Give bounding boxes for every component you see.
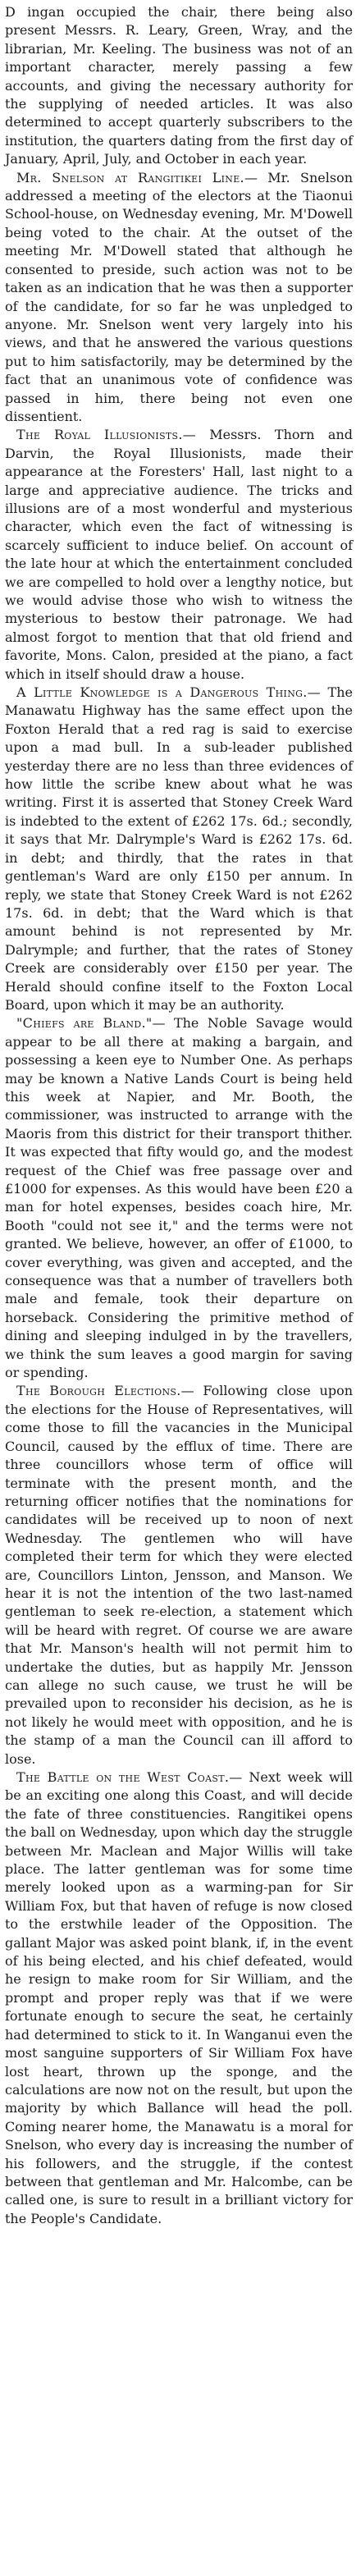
article-little-knowledge (5, 684, 353, 1014)
article-heading: The Battle on the West Coast. (16, 1769, 230, 1785)
article-royal-illusionists (5, 426, 353, 684)
article-chiefs-are-bland (5, 1014, 353, 1382)
article-body: — Following close upon the elections for the House of Representatives, will come those to fill the vacancies in the Municipal Council, caused by the efflux of time. There are three councillors whose term of office will terminate with the present month, and the returning officer notifies that the nominations for candidates will be received up to noon of next Wednesday. The gentlemen who will have completed their term for which they were elected are, Councillors Linton, Jensson, and Manson. We hear it is not the intention of the two last-named gentleman to seek re-election, a statement which will be heard with regret. Of course we are aware that Mr. Manson's health will not permit him to undertake the duties, but as happily Mr. Jensson can allege no such cause, we trust he will be prevailed upon to reconsider his decision, as he is not likely he would meet with opposition, and he is the stamp of a man the Council can ill afford to lose. (5, 1383, 354, 1767)
article-west-coast-battle (5, 1768, 353, 2228)
article-body: — Next week will be an exciting one along this Coast, and will decide the fate of three constituencies. Rangitikei opens the ball on Wednesday, upon which day the struggle between Mr. Maclean and Major Willis will take place. The latter gentleman was for some time merely looked upon as a warming-pan for Sir William Fox, but that haven of refuge is now closed to the erstwhile leader of the Opposition. The gallant Major was asked point blank, if, in the event of his being elected, and his chief defeated, would he resign to make room for Sir William, and the prompt and proper reply was that if we were fortunate enough to secure the seat, he certainly had determined to stick to it. In Wanganui even the most sanguine supporters of Sir William Fox have lost heart, thrown up the sponge, and the calculations are now not on the result, but upon the majority by which Ballance will head the poll. Coming nearer home, the Manawatu is a moral for Snelson, who every day is increasing the number of his followers, and the struggle, if the contest between that gentleman and Mr. Halcombe, can be called one, is sure to result in a brilliant victory for the People's Candidate. (5, 1769, 353, 2226)
article-body: — Mr. Snelson addressed a meeting of the electors at the Tiaonui School-house, on Wednesday evening, Mr. M'Dowell being voted to the chair. At the outset of the meeting Mr. M'Dowell stated that although he consented to preside, such action was not to be taken as an indication that he was then a supporter of the candidate, for so far he was unpledged to anyone. Mr. Snelson went very largely into his views, and that he answered the various questions put to him satisfactorily, may be determined by the fact that an unanimous vote of confidence was passed in him, there being not even one dissentient. (5, 169, 353, 424)
article-heading: The Borough Elections. (16, 1383, 181, 1399)
article-snelson (5, 169, 353, 427)
article-heading: Mr. Snelson at Rangitikei Line. (16, 169, 244, 185)
article-heading: A Little Knowledge is a Dangerous Thing. (16, 684, 308, 701)
article-body: — The Noble Savage would appear to be all there at making a bargain, and possessing a keen eye to Number One. As perhaps may be known a Native Lands Court is being held this week at Napier, and Mr. Booth, the commissioner, was instructed to arrange with the Maoris from this district for their transport thither. It was expected that fifty would go, and the modest request of the Chief was free passage over and £1000 for expenses. As this would have been £20 a man for hotel expenses, besides coach hire, Mr. Booth "could not see it," and the terms were not granted. We believe, however, an offer of £1000, to cover everything, was given and accepted, and the consequence was that a number of travellers both male and female, took their departure on horseback. Considering the primitive method of dining and sleeping indulged in by the travellers, we think the sum leaves a good margin for saving or spending. (5, 1015, 353, 1381)
article-body: — The Manawatu Highway has the same effect upon the Foxton Herald that a red rag is said to exercise upon a mad bull. In a sub-leader published yesterday there are no less than three evidences of how little the scribe knew about what he was writing. First it is asserted that Stoney Creek Ward is indebted to the extent of £262 17s. 6d.; secondly, it says that Mr. Dalrymple's Ward is £262 17s. 6d. in debt; and thirdly, that the rates in that gentleman's Ward are only £150 per annum. In reply, we state that Stoney Creek Ward is not £262 17s. 6d. in debt; that the Ward which is that amount behind is not represented by Mr. Dalrymple; and further, that the rates of Stoney Creek are considerably over £150 per year. The Herald should confine itself to the Foxton Local Board, upon which it may be an authority. (5, 684, 353, 1013)
article-heading: "Chiefs are Bland." (16, 1015, 153, 1032)
article-heading: The Royal Illusionists. (16, 427, 183, 443)
article-body: — Messrs. Thorn and Darvin, the Royal Illusionists, made their appearance at the Foresters' Hall, last night to a large and appreciative audience. The tricks and illusions are of a most wonderful and mysterious character, which even the fact of witnessing is scarcely sufficient to induce belief. On account of the late hour at which the entertainment concluded we are compelled to hold over a lengthy notice, but we would advise those who wish to witness the mysterious to bestow their patronage. We had almost forgot to mention that that old friend and favorite, Mons. Calon, presided at the piano, a fact which in itself should draw a house. (5, 427, 353, 682)
opening-paragraph: D ingan occupied the chair, there being also present Messrs. R. Leary, Green, Wray, and the librarian, Mr. Keeling. The business was not of an important character, merely passing a few accounts, and giving the necessary authority for the supplying of needed articles. It was also determined to accept quarterly subscribers to the institution, the quarters dating from the first day of January, April, July, and October in each year. (5, 4, 353, 167)
article-borough-elections (5, 1382, 353, 1768)
